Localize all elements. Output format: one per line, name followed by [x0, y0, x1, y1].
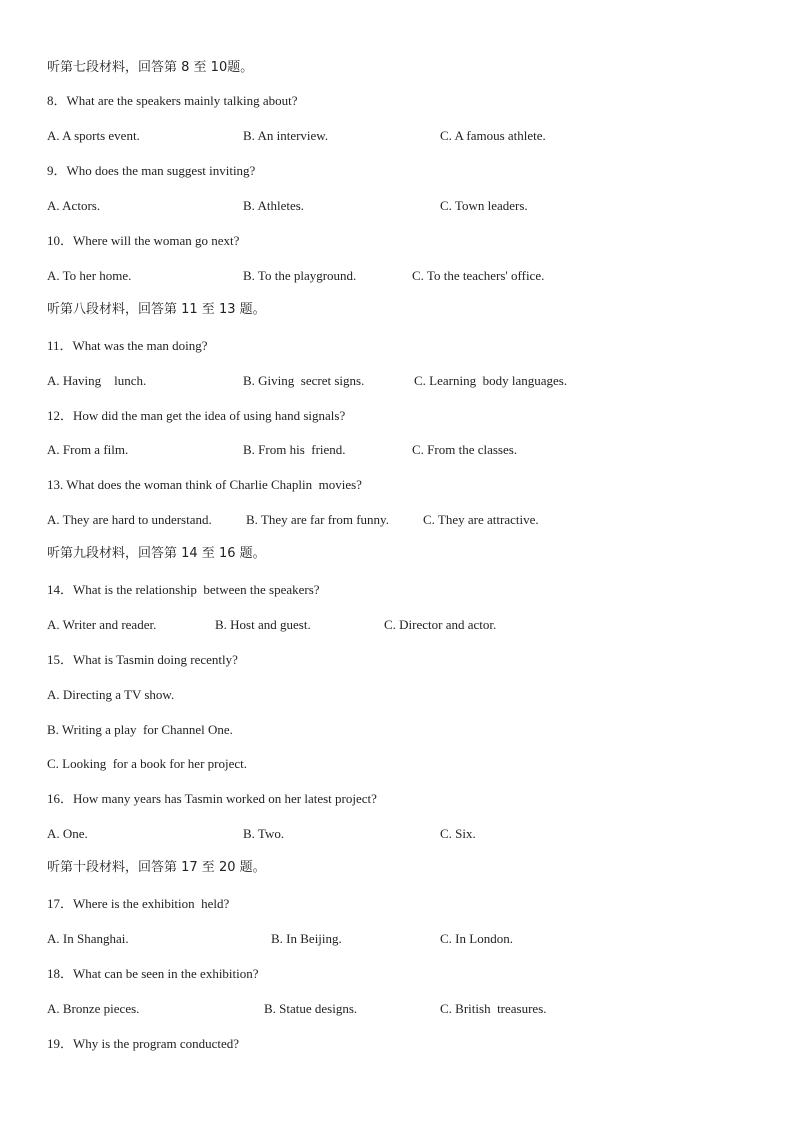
option-11-c: C. Learning body languages.	[414, 373, 568, 388]
option-18-a: A. Bronze pieces.	[47, 1001, 140, 1016]
question-8: 8．What are the speakers mainly talking about?	[47, 93, 298, 108]
question-17: 17．Where is the exhibition held?	[47, 896, 230, 911]
option-10-b: B. To the playground.	[243, 268, 357, 283]
option-11-a: A. Having lunch.	[47, 373, 147, 388]
option-15-c: C. Looking for a book for her project.	[47, 756, 248, 771]
question-16: 16．How many years has Tasmin worked on her latest project?	[47, 791, 377, 806]
option-17-c: C. In London.	[440, 931, 513, 946]
question-12: 12．How did the man get the idea of using hand signals?	[47, 408, 346, 423]
option-16-b: B. Two.	[243, 826, 285, 841]
question-15: 15．What is Tasmin doing recently?	[47, 652, 238, 667]
option-12-b: B. From his friend.	[243, 442, 346, 457]
question-18: 18．What can be seen in the exhibition?	[47, 966, 259, 981]
question-19: 19．Why is the program conducted?	[47, 1036, 240, 1051]
question-9: 9．Who does the man suggest inviting?	[47, 163, 256, 178]
question-11: 11．What was the man doing?	[47, 338, 208, 353]
option-9-c: C. Town leaders.	[440, 198, 528, 213]
option-14-a: A. Writer and reader.	[47, 617, 157, 632]
option-18-c: C. British treasures.	[440, 1001, 547, 1016]
option-11-b: B. Giving secret signs.	[243, 373, 365, 388]
option-17-a: A. In Shanghai.	[47, 931, 129, 946]
option-14-c: C. Director and actor.	[384, 617, 497, 632]
option-10-c: C. To the teachers' office.	[412, 268, 545, 283]
section-header-8: 听第八段材料，回答第 11 至 13 题。	[47, 302, 266, 317]
option-13-b: B. They are far from funny.	[246, 512, 389, 527]
option-17-b: B. In Beijing.	[271, 931, 342, 946]
question-13: 13. What does the woman think of Charlie Chaplin movies?	[47, 477, 362, 492]
option-8-c: C. A famous athlete.	[440, 128, 546, 143]
question-14: 14．What is the relationship between the speakers?	[47, 582, 320, 597]
option-18-b: B. Statue designs.	[264, 1001, 358, 1016]
option-13-a: A. They are hard to understand.	[47, 512, 212, 527]
option-14-b: B. Host and guest.	[215, 617, 311, 632]
option-9-b: B. Athletes.	[243, 198, 305, 213]
option-9-a: A. Actors.	[47, 198, 101, 213]
option-15-a: A. Directing a TV show.	[47, 687, 175, 702]
option-16-c: C. Six.	[440, 826, 476, 841]
question-10: 10．Where will the woman go next?	[47, 233, 240, 248]
section-header-7: 听第七段材料，回答第 8 至 10题。	[47, 60, 254, 75]
section-header-10: 听第十段材料，回答第 17 至 20 题。	[47, 860, 266, 875]
option-8-b: B. An interview.	[243, 128, 329, 143]
option-8-a: A. A sports event.	[47, 128, 140, 143]
option-15-b: B. Writing a play for Channel One.	[47, 722, 233, 737]
option-13-c: C. They are attractive.	[423, 512, 539, 527]
option-12-a: A. From a film.	[47, 442, 129, 457]
section-header-9: 听第九段材料，回答第 14 至 16 题。	[47, 546, 266, 561]
option-16-a: A. One.	[47, 826, 88, 841]
option-10-a: A. To her home.	[47, 268, 132, 283]
option-12-c: C. From the classes.	[412, 442, 518, 457]
